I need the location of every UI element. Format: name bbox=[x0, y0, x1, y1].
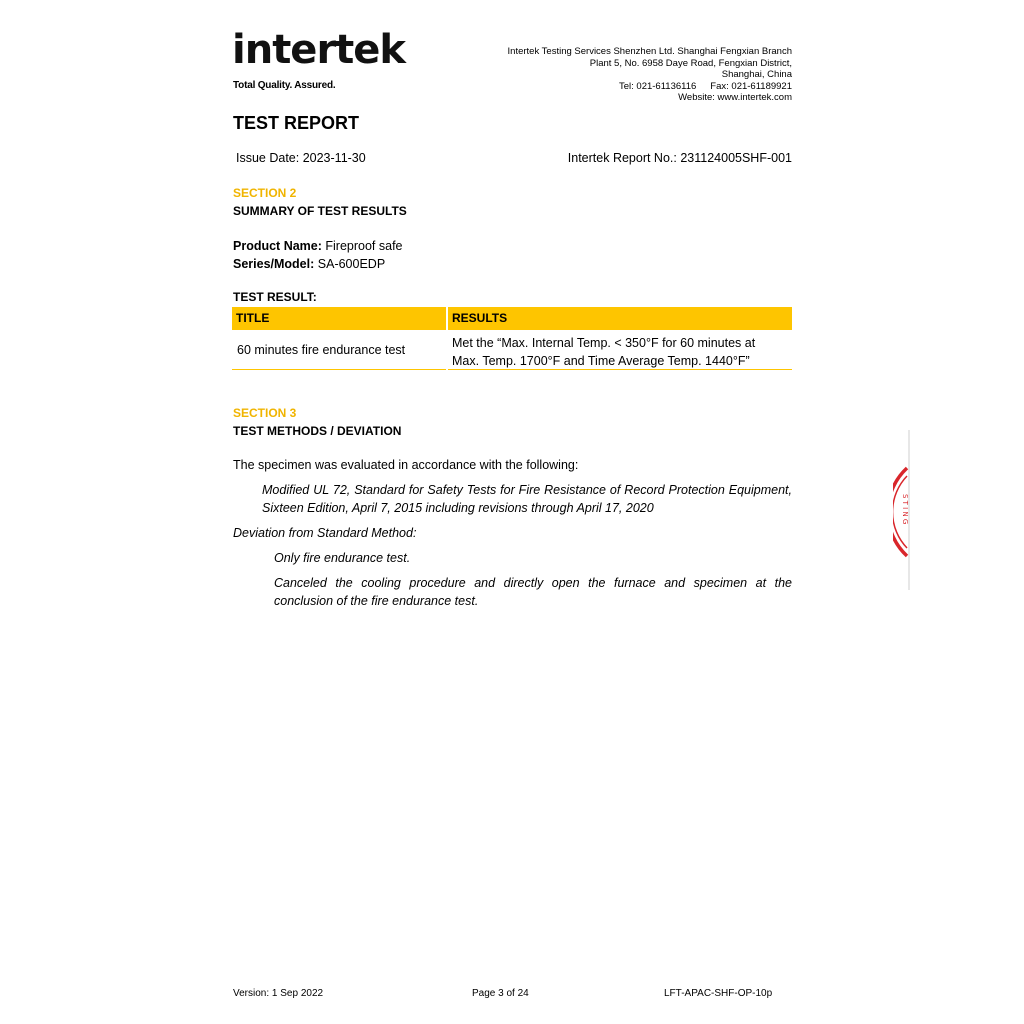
address-line-1: Intertek Testing Services Shenzhen Ltd. Shanghai Fengxian Branch bbox=[507, 46, 792, 57]
footer-version: Version: 1 Sep 2022 bbox=[233, 988, 324, 999]
section-3-label: SECTION 3 bbox=[233, 406, 297, 420]
test-result-heading: TEST RESULT: bbox=[233, 290, 317, 304]
page-title: TEST REPORT bbox=[233, 113, 360, 133]
company-address bbox=[432, 46, 792, 104]
seal-stamp-icon bbox=[893, 430, 911, 590]
tel-fax-line bbox=[432, 81, 792, 93]
section-3-title: TEST METHODS / DEVIATION bbox=[233, 424, 402, 438]
telephone: Tel: 021-61136116 bbox=[619, 80, 697, 92]
result-line-2: Max. Temp. 1700°F and Time Average Temp. 1440°F” bbox=[452, 354, 750, 368]
model-label: Series/Model: bbox=[233, 256, 315, 271]
methods-intro: The specimen was evaluated in accordance with the following: bbox=[233, 458, 579, 472]
product-name-value: Fireproof safe bbox=[325, 239, 403, 253]
address-line-3: Shanghai, China bbox=[721, 69, 792, 80]
model-row bbox=[233, 256, 403, 274]
row-title-cell: 60 minutes fire endurance test bbox=[232, 330, 446, 370]
product-info bbox=[233, 238, 403, 273]
row-result-cell bbox=[448, 330, 792, 370]
fax: Fax: 021-61189921 bbox=[710, 80, 792, 92]
deviation-heading: Deviation from Standard Method: bbox=[233, 526, 417, 540]
address-line-2: Plant 5, No. 6958 Daye Road, Fengxian District, bbox=[589, 57, 792, 69]
section-2-title: SUMMARY OF TEST RESULTS bbox=[233, 204, 407, 218]
header-results: RESULTS bbox=[448, 307, 792, 330]
model-value: SA-600EDP bbox=[317, 256, 386, 271]
test-result-table bbox=[232, 307, 792, 370]
website: Website: www.intertek.com bbox=[678, 92, 792, 103]
product-name-label: Product Name: bbox=[233, 239, 322, 253]
footer-form-code: LFT-APAC-SHF-OP-10p bbox=[664, 988, 773, 999]
deviation-item-1: Only fire endurance test. bbox=[274, 551, 411, 565]
section-2-label: SECTION 2 bbox=[233, 186, 297, 200]
product-name-row bbox=[233, 238, 403, 256]
table-row bbox=[232, 330, 792, 370]
header-title: TITLE bbox=[232, 307, 446, 330]
standard-reference: Modified UL 72, Standard for Safety Tests for Fire Resistance of Record Protection Equipment, Sixteen Edition, April 7, 2015 including revisions through April 17, 2020 bbox=[262, 483, 792, 515]
report-number: Intertek Report No.: 231124005SHF-001 bbox=[567, 151, 792, 165]
footer-page-number: Page 3 of 24 bbox=[472, 988, 529, 999]
result-line-1: Met the “Max. Internal Temp. < 350°F for 60 minutes at bbox=[452, 336, 756, 350]
intertek-logo: intertek bbox=[232, 27, 406, 73]
issue-date: Issue Date: 2023-11-30 bbox=[236, 151, 366, 165]
svg-text:S T I N G: S T I N G bbox=[901, 494, 909, 525]
table-header-row bbox=[232, 307, 792, 330]
deviation-item-2: Canceled the cooling procedure and directly open the furnace and specimen at the conclusion of the fire endurance test. bbox=[274, 576, 792, 608]
logo-tagline: Total Quality. Assured. bbox=[233, 80, 336, 91]
